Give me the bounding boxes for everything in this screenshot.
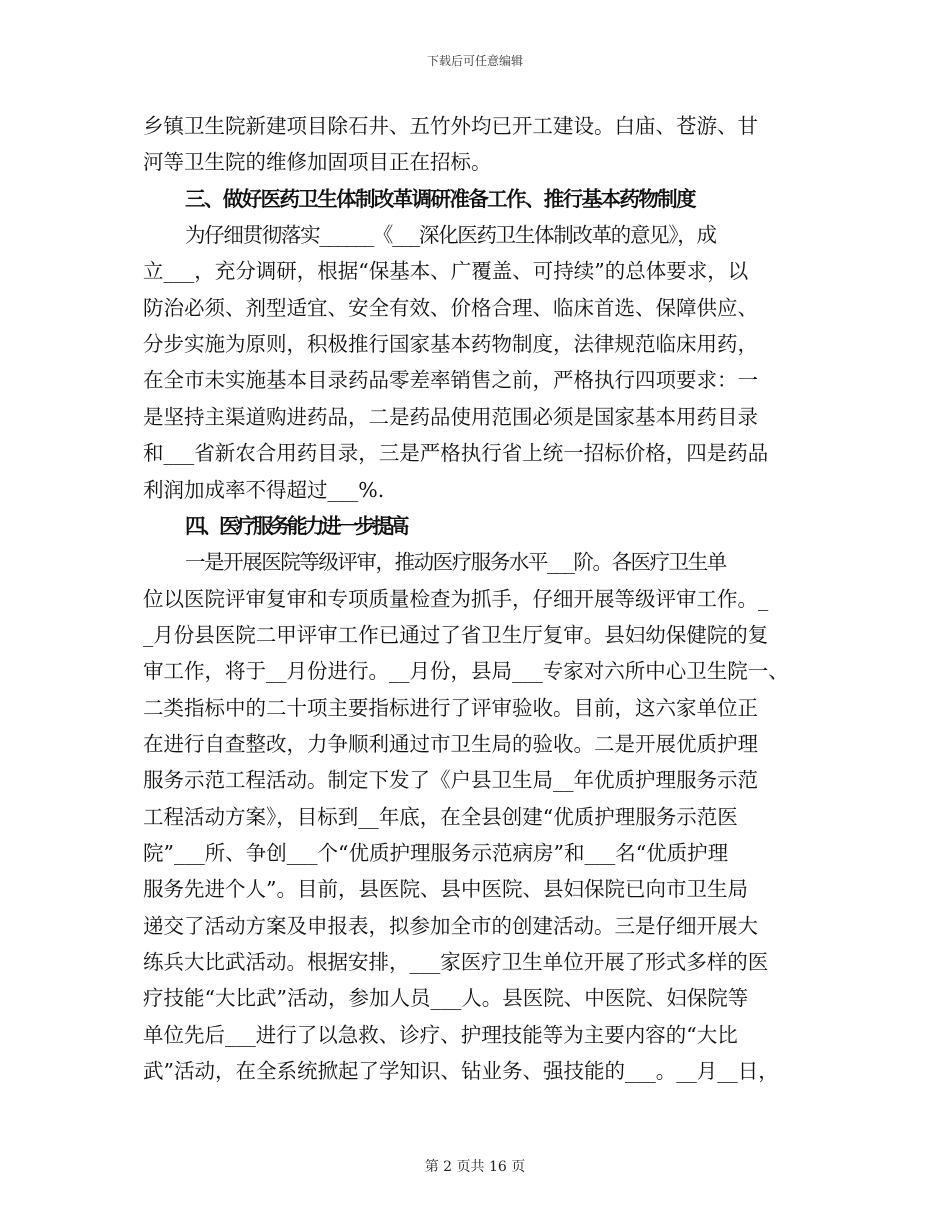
- paragraph-line: 武”活动，在全系统掀起了学知识、钻业务、强技能的___。__月__日，: [143, 1059, 779, 1084]
- paragraph-line: 在进行自查整改，力争顺利通过市卫生局的验收。二是开展优质护理: [143, 731, 758, 756]
- paragraph-line: 位以医院评审复审和专项质量检查为抓手，仔细开展等级评审工作。_: [143, 586, 769, 611]
- paragraph-line: 疗技能“大比武”活动，参加人员___人。县医院、中医院、妇保院等: [143, 986, 749, 1011]
- paragraph-line: 工程活动方案》，目标到__年底，在全县创建“优质护理服务示范医: [143, 804, 738, 829]
- paragraph-line: 防治必须、剂型适宜、安全有效、价格合理、临床首选、保障供应、: [143, 295, 758, 320]
- paragraph-line: 分步实施为原则，积极推行国家基本药物制度，法律规范临床用药，: [143, 332, 758, 357]
- paragraph-line: 练兵大比武活动。根据安排，___家医疗卫生单位开展了形式多样的医: [143, 950, 769, 975]
- paragraph-line: 立___，充分调研，根据“保基本、广覆盖、可持续”的总体要求，以: [143, 259, 749, 284]
- paragraph-line: 在全市未实施基本目录药品零差率销售之前，严格执行四项要求：一: [143, 368, 758, 393]
- paragraph-line: 院”___所、争创___个“优质护理服务示范病房”和___名“优质护理: [143, 841, 729, 865]
- paragraph-line: 利润加成率不得超过___%.: [143, 477, 385, 502]
- page-footer: 第 2 页共 16 页: [424, 1159, 526, 1175]
- section-heading: 四、医疗服务能力进一步提高: [185, 513, 406, 538]
- paragraph-line: 服务先进个人”。目前，县医院、县中医院、县妇保院已向市卫生局: [143, 877, 748, 902]
- paragraph-line: 一是开展医院等级评审，推动医疗服务水平___阶。各医疗卫生单: [185, 550, 726, 575]
- section-heading: 三、做好医药卫生体制改革调研准备工作、推行基本药物制度: [185, 186, 695, 211]
- paragraph-line: 递交了活动方案及申报表，拟参加全市的创建活动。三是仔细开展大: [143, 913, 758, 938]
- paragraph-line: 为仔细贯彻落实______《___深化医药卫生体制改革的意见》，成: [185, 223, 716, 248]
- paragraph-line: 是坚持主渠道购进药品，二是药品使用范围必须是国家基本用药目录: [143, 404, 758, 429]
- paragraph-line: 审工作，将于__月份进行。__月份，县局___专家对六所中心卫生院一、: [143, 659, 789, 684]
- paragraph-line: 河等卫生院的维修加固项目正在招标。: [143, 150, 492, 175]
- paragraph-line: 和___省新农合用药目录，三是严格执行省上统一招标价格，四是药品: [143, 441, 769, 466]
- paragraph-line: _月份县医院二甲评审工作已通过了省卫生厅复审。县妇幼保健院的复: [143, 622, 769, 647]
- paragraph-line: 乡镇卫生院新建项目除石井、五竹外均已开工建设。白庙、苍游、甘: [143, 114, 758, 138]
- paragraph-line: 单位先后___进行了以急救、诊疗、护理技能等为主要内容的“大比: [143, 1022, 738, 1047]
- paragraph-line: 服务示范工程活动。制定下发了《户县卫生局__年优质护理服务示范: [143, 768, 758, 793]
- page-header: 下载后可任意编辑: [426, 54, 523, 68]
- paragraph-line: 二类指标中的二十项主要指标进行了评审验收。目前，这六家单位正: [143, 695, 758, 720]
